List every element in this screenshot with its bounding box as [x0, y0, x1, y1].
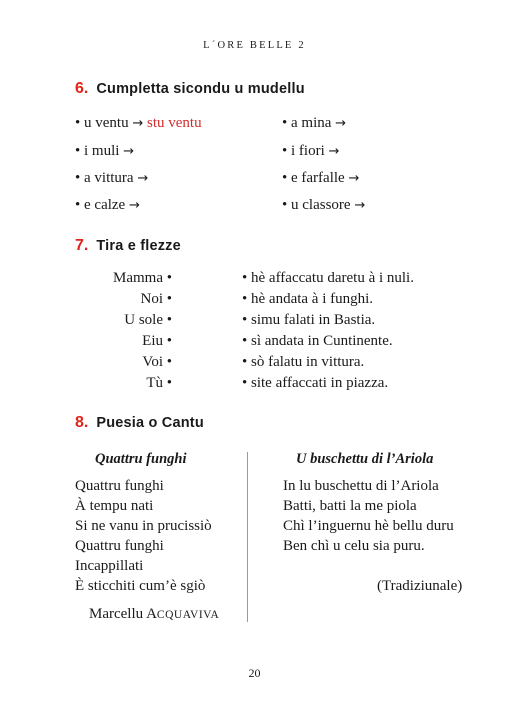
match-right-item[interactable]: • sò falatu in vittura. — [242, 354, 365, 370]
section-7-heading — [75, 237, 181, 255]
section-7-number: 7. — [75, 237, 89, 254]
poem-line: Si ne vanu in prucissiò — [75, 518, 212, 534]
arrow-icon: → — [132, 116, 144, 131]
poem-line: Quattru funghi — [75, 478, 164, 494]
match-left-item[interactable]: Voi • — [142, 354, 172, 370]
section-6-title: Cumpletta sicondu u mudellu — [96, 81, 305, 97]
match-right-item[interactable]: • simu falati in Bastia. — [242, 312, 376, 328]
match-right-item[interactable]: • sì andata in Cuntinente. — [242, 333, 393, 349]
running-header: L´ORE BELLE 2 — [203, 40, 306, 51]
item-text: • u ventu — [75, 115, 129, 131]
author-first-name: Marcellu — [89, 606, 144, 622]
item-text: • e calze — [75, 197, 126, 213]
arrow-icon: → — [137, 171, 149, 186]
exercise-item — [282, 115, 346, 132]
match-left-item[interactable]: Mamma • — [113, 270, 172, 286]
exercise-item — [282, 143, 339, 160]
arrow-icon: → — [128, 198, 140, 213]
arrow-icon: → — [335, 116, 347, 131]
poem-line: Batti, batti la me piola — [283, 498, 417, 514]
item-text: • i fiori — [282, 143, 325, 159]
exercise-item — [282, 197, 365, 214]
arrow-icon: → — [348, 171, 360, 186]
author-last-initial: A — [146, 606, 157, 622]
section-8-heading — [75, 414, 204, 432]
exercise-item — [75, 197, 140, 214]
poem-1-author — [89, 606, 219, 623]
match-right-item[interactable]: • hè affaccatu daretu à i nuli. — [242, 270, 414, 286]
page-number: 20 — [248, 666, 261, 680]
poem-line: Chì l’inguernu hè bellu duru — [283, 518, 454, 534]
poem-1-title: Quattru funghi — [95, 451, 187, 467]
item-text: • a vittura — [75, 170, 134, 186]
arrow-icon: → — [123, 144, 135, 159]
poem-line: È sticchiti cum’è sgiò — [75, 578, 206, 594]
item-text: • i muli — [75, 143, 120, 159]
match-left-item[interactable]: Tù • — [146, 375, 172, 391]
section-8-number: 8. — [75, 414, 89, 431]
poem-line: Quattru funghi — [75, 538, 164, 554]
exercise-item — [75, 170, 148, 187]
item-text: • e farfalle — [282, 170, 345, 186]
item-text: • a mina — [282, 115, 332, 131]
poem-line: Incappillati — [75, 558, 144, 574]
match-left-item[interactable]: Eiu • — [142, 333, 172, 349]
item-text: • u classore — [282, 197, 351, 213]
match-left-item[interactable]: U sole • — [124, 312, 172, 328]
exercise-item — [75, 143, 134, 160]
section-8-title: Puesia o Cantu — [96, 415, 204, 431]
match-right-item[interactable]: • hè andata à i funghi. — [242, 291, 374, 307]
author-last-rest: CQUAVIVA — [156, 609, 220, 621]
match-right-item[interactable]: • site affaccati in piazza. — [242, 375, 389, 391]
poem-line: Ben chì u celu sia puru. — [283, 538, 425, 554]
poem-line: À tempu nati — [75, 498, 154, 514]
exercise-item — [75, 115, 202, 132]
section-6-number: 6. — [75, 80, 89, 97]
exercise-item — [282, 170, 359, 187]
poem-2-source: (Tradiziunale) — [377, 578, 463, 594]
arrow-icon: → — [354, 198, 366, 213]
column-divider — [247, 452, 248, 622]
section-7-title: Tira e flezze — [96, 238, 181, 254]
poem-2-title: U buschettu di l’Ariola — [296, 451, 434, 467]
section-6-heading — [75, 80, 305, 98]
example-answer: stu ventu — [146, 115, 202, 131]
poem-line: In lu buschettu di l’Ariola — [283, 478, 439, 494]
arrow-icon: → — [328, 144, 340, 159]
match-left-item[interactable]: Noi • — [140, 291, 172, 307]
